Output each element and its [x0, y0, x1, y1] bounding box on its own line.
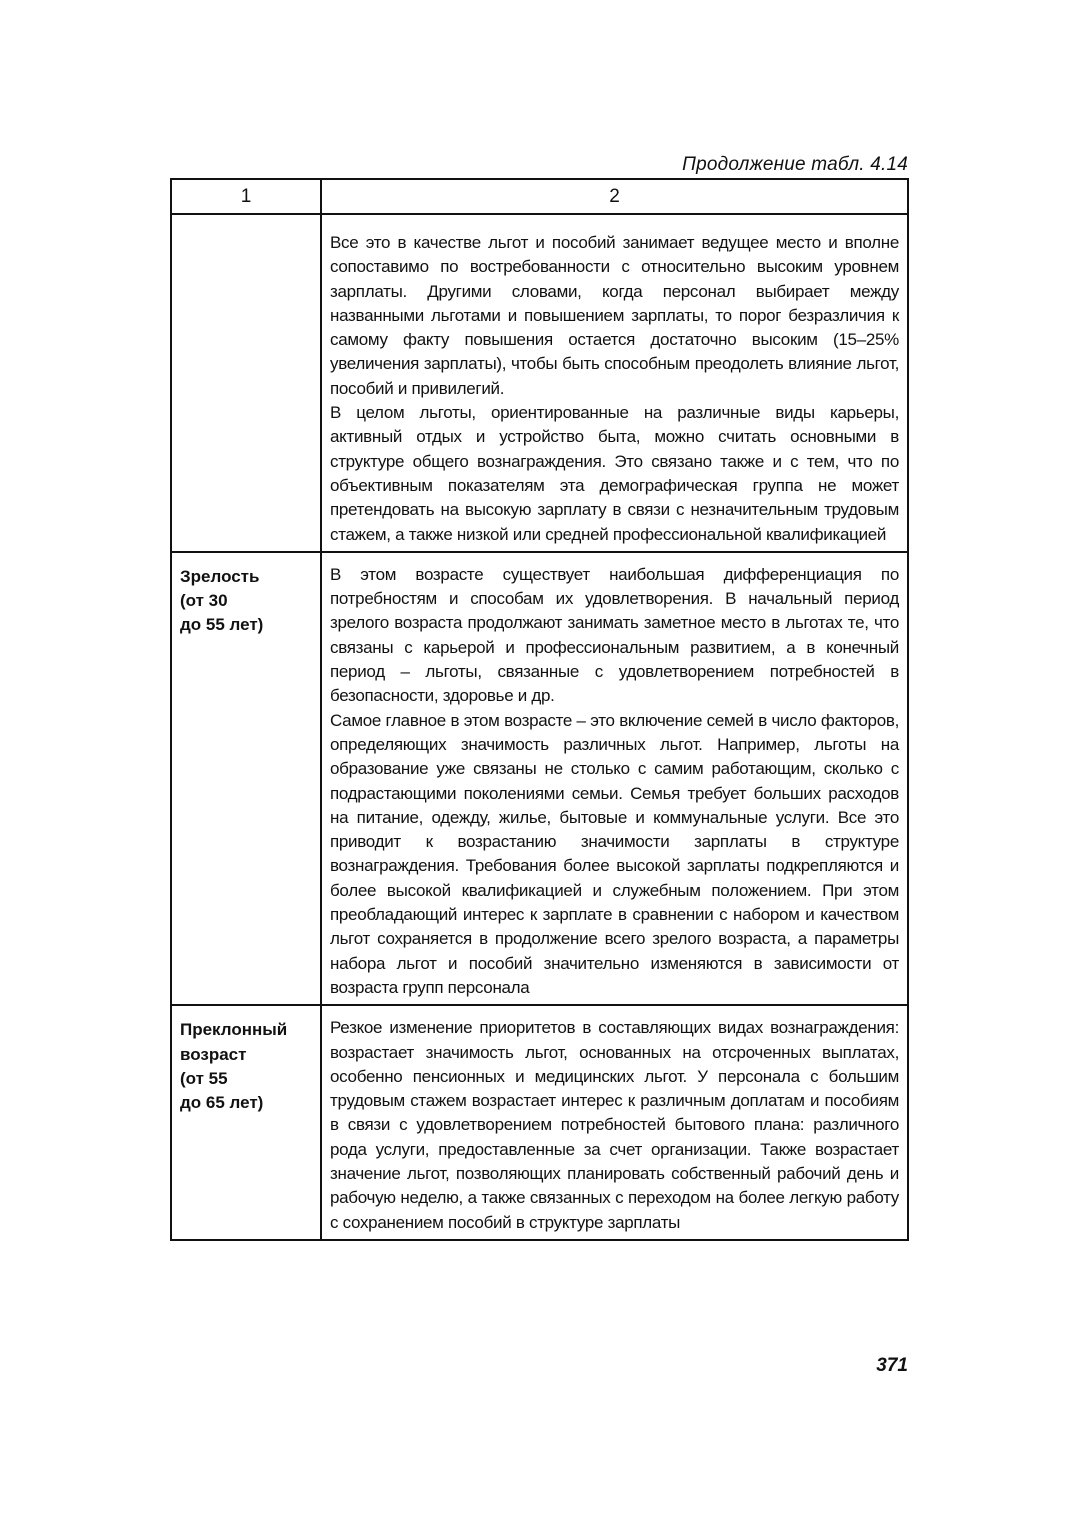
- paragraph: Резкое изменение приоритетов в составляющих видах вознаграждения: возрастает значимость льгот, основанных на отсроченных выплатах, особенно пенсионных и медицинских льгот. У персонала с большим трудовым стажем возрастает интерес к различным доплатам и пособиям в связи с удовлетворением потребностей бытового плана: различного рода услуги, предоставленные за счет организации. Также возрастает значение льгот, позволяющих планировать собственный рабочий день и рабочую неделю, а также связанных с переходом на более легкую работу с сохранением пособий в структуре зарплаты: [330, 1018, 899, 1232]
- age-range-start: (от 30: [180, 591, 228, 611]
- row-text-cell: [321, 1005, 908, 1240]
- paragraph: Все это в качестве льгот и пособий занимает ведущее место и вполне сопоставимо по востребованности с относительно высоким уровнем зарплаты. Другими словами, когда персонал выбирает между названными льготами и повышением зарплаты, то порог безразличия к самому факту повышения остается достаточно высоким (15–25% увеличения зарплаты), чтобы быть способным преодолеть влияние льгот, пособий и привилегий.: [330, 233, 899, 398]
- table-row: [171, 552, 908, 1005]
- column-header-1: 1: [171, 179, 321, 214]
- table-row: [171, 1005, 908, 1240]
- row-label-cell: [171, 1005, 321, 1240]
- age-group-benefits-table: [170, 178, 909, 1241]
- column-header-2: 2: [321, 179, 908, 214]
- age-range-end: до 55 лет): [180, 615, 264, 635]
- row-text-cell: [321, 214, 908, 552]
- age-group-label: Зрелость: [180, 566, 260, 586]
- age-range-start: (от 55: [180, 1068, 228, 1088]
- row-label-cell: [171, 552, 321, 1005]
- table-continuation-caption: Продолжение табл. 4.14: [682, 154, 908, 175]
- page-number: 371: [876, 1355, 908, 1376]
- age-range-end: до 65 лет): [180, 1093, 264, 1113]
- row-text-cell: [321, 552, 908, 1005]
- age-group-label: Преклонный: [180, 1020, 288, 1040]
- table-row: [171, 214, 908, 552]
- age-group-label-cont: возраст: [180, 1044, 247, 1064]
- paragraph: В целом льготы, ориентированные на различные виды карьеры, активный отдых и устройство быта, можно считать основными в структуре общего вознаграждения. Это связано также и с тем, что по объективным показателям эта демографическая группа не может претендовать на высокую зарплату в связи с незначительным трудовым стажем, а также низкой или средней профессиональной квалификацией: [330, 403, 899, 544]
- table-header-row: [171, 179, 908, 214]
- paragraph: В этом возрасте существует наибольшая дифференциация по потребностям и способам их удовлетворения. В начальный период зрелого возраста продолжают занимать заметное место в льготах те, что связаны с карьерой и профессиональным развитием, а в конечный период – льготы, связанные с удовлетворением потребностей в безопасности, здоровье и др.: [330, 564, 899, 706]
- paragraph: Самое главное в этом возрасте – это включение семей в число факторов, определяющих значимость различных льгот. Например, льготы на образование уже связаны не столько с самим работающим, сколько с подрастающими поколениями семьи. Семья требует больших расходов на питание, одежду, жилье, бытовые и коммунальные услуги. Все это приводит к возрастанию значимости зарплаты в структуре вознаграждения. Требования более высокой зарплаты подкрепляются и более высокой квалификацией и служебным положением. При этом преобладающий интерес к зарплате в сравнении с набором и качеством льгот сохраняется в продолжение всего зрелого возраста, а параметры набора льгот и пособий значительно изменяются в зависимости от возраста групп персонала: [330, 710, 899, 997]
- row-label-cell: [171, 214, 321, 552]
